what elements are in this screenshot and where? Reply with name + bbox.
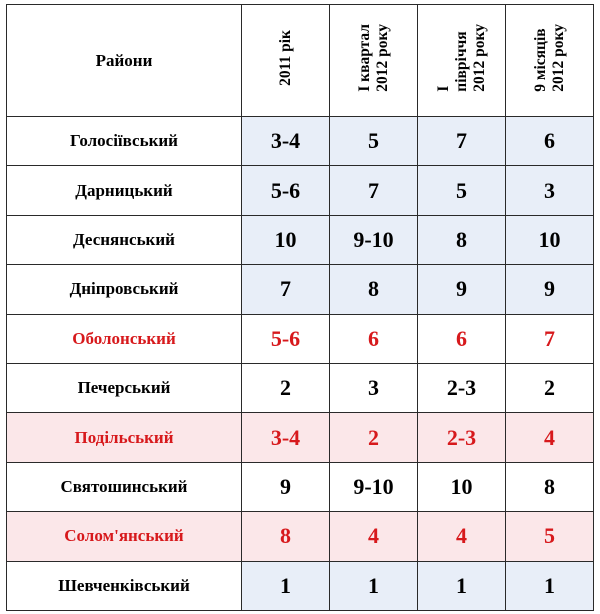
rank-cell: 7 — [418, 117, 506, 166]
rank-cell: 9 — [506, 265, 594, 314]
rank-cell: 7 — [506, 314, 594, 363]
rank-cell: 5-6 — [242, 166, 330, 215]
rank-cell: 10 — [506, 215, 594, 264]
table-row — [7, 462, 594, 511]
period-header-label: 2011 рік — [276, 30, 294, 86]
district-name: Святошинський — [7, 462, 242, 511]
table-row — [7, 363, 594, 412]
rank-cell: 10 — [418, 462, 506, 511]
rank-cell: 1 — [242, 561, 330, 610]
header-row — [7, 5, 594, 117]
district-name: Деснянський — [7, 215, 242, 264]
period-header-label: І півріччя 2012 року — [434, 24, 488, 92]
district-name: Подільський — [7, 413, 242, 462]
rank-cell: 2-3 — [418, 363, 506, 412]
rank-cell: 8 — [506, 462, 594, 511]
table-row — [7, 265, 594, 314]
rank-cell: 4 — [330, 512, 418, 561]
table-row — [7, 561, 594, 610]
table-row — [7, 215, 594, 264]
rank-cell: 5 — [506, 512, 594, 561]
rank-cell: 3 — [506, 166, 594, 215]
rank-cell: 1 — [506, 561, 594, 610]
rank-cell: 6 — [330, 314, 418, 363]
rank-cell: 5 — [330, 117, 418, 166]
rank-cell: 6 — [506, 117, 594, 166]
district-name: Голосіївський — [7, 117, 242, 166]
rank-cell: 1 — [330, 561, 418, 610]
rank-cell: 5-6 — [242, 314, 330, 363]
rank-cell: 7 — [330, 166, 418, 215]
rank-cell: 2 — [330, 413, 418, 462]
rank-cell: 3-4 — [242, 117, 330, 166]
table-row-highlighted — [7, 314, 594, 363]
rank-cell: 2 — [242, 363, 330, 412]
district-name: Дарницький — [7, 166, 242, 215]
period-header-9m-2012 — [506, 5, 594, 117]
rank-cell: 3 — [330, 363, 418, 412]
period-header-label: 9 місяців 2012 року — [531, 24, 567, 92]
table-row — [7, 117, 594, 166]
district-ranking-table — [6, 4, 594, 611]
rank-cell: 8 — [418, 215, 506, 264]
district-name: Шевченківський — [7, 561, 242, 610]
rank-cell: 9-10 — [330, 462, 418, 511]
rank-cell: 3-4 — [242, 413, 330, 462]
rank-cell: 2-3 — [418, 413, 506, 462]
period-header-h1-2012 — [418, 5, 506, 117]
rank-cell: 4 — [506, 413, 594, 462]
table-row-highlighted — [7, 512, 594, 561]
rank-cell: 1 — [418, 561, 506, 610]
rank-cell: 7 — [242, 265, 330, 314]
rank-cell: 6 — [418, 314, 506, 363]
rank-cell: 8 — [242, 512, 330, 561]
period-header-q1-2012 — [330, 5, 418, 117]
rank-cell: 4 — [418, 512, 506, 561]
table-row-highlighted — [7, 413, 594, 462]
district-name: Солом'янський — [7, 512, 242, 561]
rank-cell: 8 — [330, 265, 418, 314]
rank-cell: 2 — [506, 363, 594, 412]
period-header-2011 — [242, 5, 330, 117]
rank-cell: 9 — [418, 265, 506, 314]
rank-cell: 9-10 — [330, 215, 418, 264]
district-name: Оболонський — [7, 314, 242, 363]
district-column-header: Райони — [7, 5, 242, 117]
period-header-label: І квартал 2012 року — [355, 24, 391, 92]
district-name: Печерський — [7, 363, 242, 412]
rank-cell: 5 — [418, 166, 506, 215]
district-name: Дніпровський — [7, 265, 242, 314]
rank-cell: 10 — [242, 215, 330, 264]
table-row — [7, 166, 594, 215]
rank-cell: 9 — [242, 462, 330, 511]
